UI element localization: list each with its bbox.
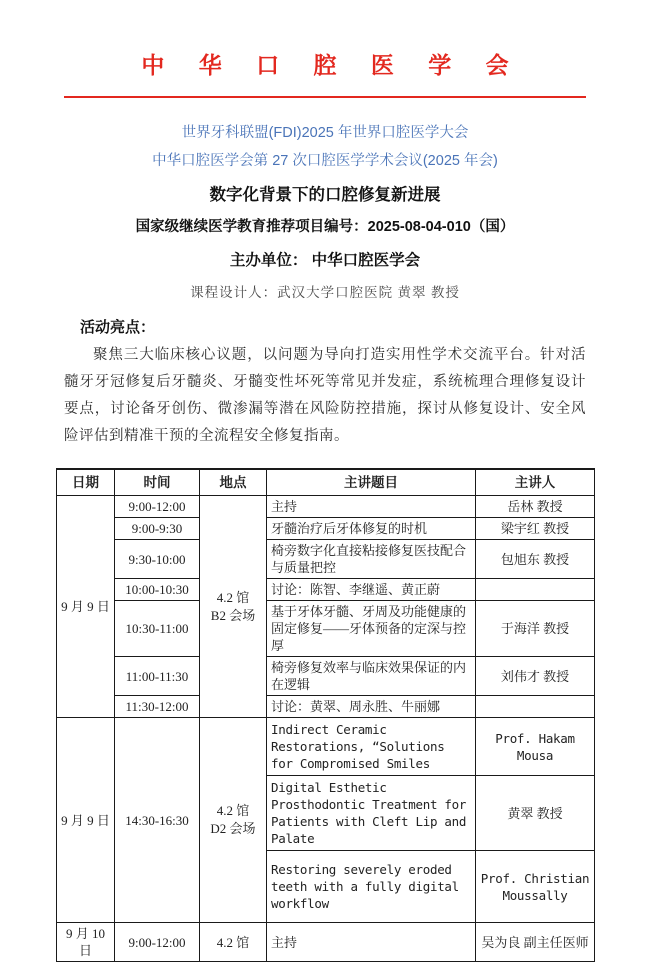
- schedule-row: [57, 601, 595, 657]
- red-divider: [64, 96, 586, 98]
- topic-cell: Restoring severely eroded teeth with a fully digital workflow: [267, 851, 476, 923]
- col-header-date: 日期: [57, 469, 115, 496]
- conference-subtitle-1: 世界牙科联盟(FDI)2025 年世界口腔医学大会: [181, 125, 469, 141]
- topic-cell: 基于牙体牙髓、牙周及功能健康的固定修复——牙体预备的定深与控厚: [267, 601, 476, 657]
- schedule-table: [56, 468, 595, 962]
- col-header-speaker: 主讲人: [476, 469, 595, 496]
- time-cell: 11:30-12:00: [115, 696, 200, 718]
- speaker-cell: 梁宇红 教授: [476, 518, 595, 540]
- time-cell: 9:30-10:00: [115, 540, 200, 579]
- col-header-time: 时间: [115, 469, 200, 496]
- date-cell: 9 月 9 日: [57, 718, 115, 923]
- venue-cell: 4.2 馆: [200, 923, 267, 962]
- project-number-line: 国家级继续医学教育推荐项目编号：2025-08-04-010（国）: [135, 219, 515, 235]
- venue-hall: 4.2 馆: [216, 589, 250, 605]
- speaker-cell: 刘伟才 教授: [476, 657, 595, 696]
- topic-cell: 主持: [267, 496, 476, 518]
- schedule-row: [57, 579, 595, 601]
- topic-cell: 讨论：黄翠、周永胜、牛丽娜: [267, 696, 476, 718]
- venue-cell: [200, 496, 267, 718]
- schedule-row: [57, 540, 595, 579]
- course-designer-line: 课程设计人：武汉大学口腔医院 黄翠 教授: [190, 285, 460, 300]
- schedule-row: [57, 496, 595, 518]
- speaker-cell: [476, 579, 595, 601]
- schedule-row: [57, 923, 595, 962]
- venue-cell: [200, 718, 267, 923]
- highlights-label: 活动亮点：: [80, 319, 156, 336]
- time-cell: 9:00-12:00: [115, 923, 200, 962]
- venue-room: D2 会场: [210, 821, 256, 836]
- time-cell: 11:00-11:30: [115, 657, 200, 696]
- schedule-header-row: [57, 469, 595, 496]
- topic-cell: 牙髓治疗后牙体修复的时机: [267, 518, 476, 540]
- col-header-venue: 地点: [200, 469, 267, 496]
- topic-cell: 讨论：陈智、李继遥、黄正蔚: [267, 579, 476, 601]
- col-header-topic: 主讲题目: [267, 469, 476, 496]
- topic-cell: Indirect Ceramic Restorations, “Solutions for Compromised Smiles: [267, 718, 476, 776]
- speaker-cell: 于海洋 教授: [476, 601, 595, 657]
- speaker-cell: 包旭东 教授: [476, 540, 595, 579]
- organizer-line: 主办单位： 中华口腔医学会: [229, 252, 421, 269]
- speaker-cell: 吴为良 副主任医师: [476, 923, 595, 962]
- date-cell: 9 月 9 日: [57, 496, 115, 718]
- time-cell: 10:30-11:00: [115, 601, 200, 657]
- topic-cell: Digital Esthetic Prosthodontic Treatment for Patients with Cleft Lip and Palate: [267, 776, 476, 851]
- speaker-cell: 岳林 教授: [476, 496, 595, 518]
- speaker-cell: Prof. Christian Moussally: [476, 851, 595, 923]
- time-cell: 9:00-9:30: [115, 518, 200, 540]
- schedule-row: [57, 657, 595, 696]
- venue-room: B2 会场: [210, 607, 256, 623]
- topic-cell: 椅旁数字化直接粘接修复医技配合与质量把控: [267, 540, 476, 579]
- speaker-cell: [476, 696, 595, 718]
- time-cell: 14:30-16:30: [115, 718, 200, 923]
- time-cell: 10:00-10:30: [115, 579, 200, 601]
- topic-cell: 主持: [267, 923, 476, 962]
- conference-subtitle-2: 中华口腔医学会第 27 次口腔医学学术会议(2025 年会): [152, 153, 498, 169]
- time-cell: 9:00-12:00: [115, 496, 200, 518]
- course-title: 数字化背景下的口腔修复新进展: [209, 186, 441, 204]
- topic-cell: 椅旁修复效率与临床效果保证的内在逻辑: [267, 657, 476, 696]
- highlights-paragraph: 聚焦三大临床核心议题，以问题为导向打造实用性学术交流平台。针对活髓牙牙冠修复后牙髓炎、牙髓变性坏死等常见并发症，系统梳理合理修复设计要点，讨论备牙创伤、微渗漏等潜在风险防控措施，探讨从修复设计、安全风险评估到精准干预的全流程安全修复指南。: [64, 347, 586, 444]
- venue-hall: 4.2 馆: [216, 803, 250, 818]
- schedule-row: [57, 696, 595, 718]
- date-cell: 9 月 10 日: [57, 923, 115, 962]
- schedule-row: [57, 518, 595, 540]
- speaker-cell: 黄翠 教授: [476, 776, 595, 851]
- schedule-row: [57, 718, 595, 776]
- speaker-cell: Prof. Hakam Mousa: [476, 718, 595, 776]
- organization-title: 中 华 口 腔 医 学 会: [141, 52, 523, 78]
